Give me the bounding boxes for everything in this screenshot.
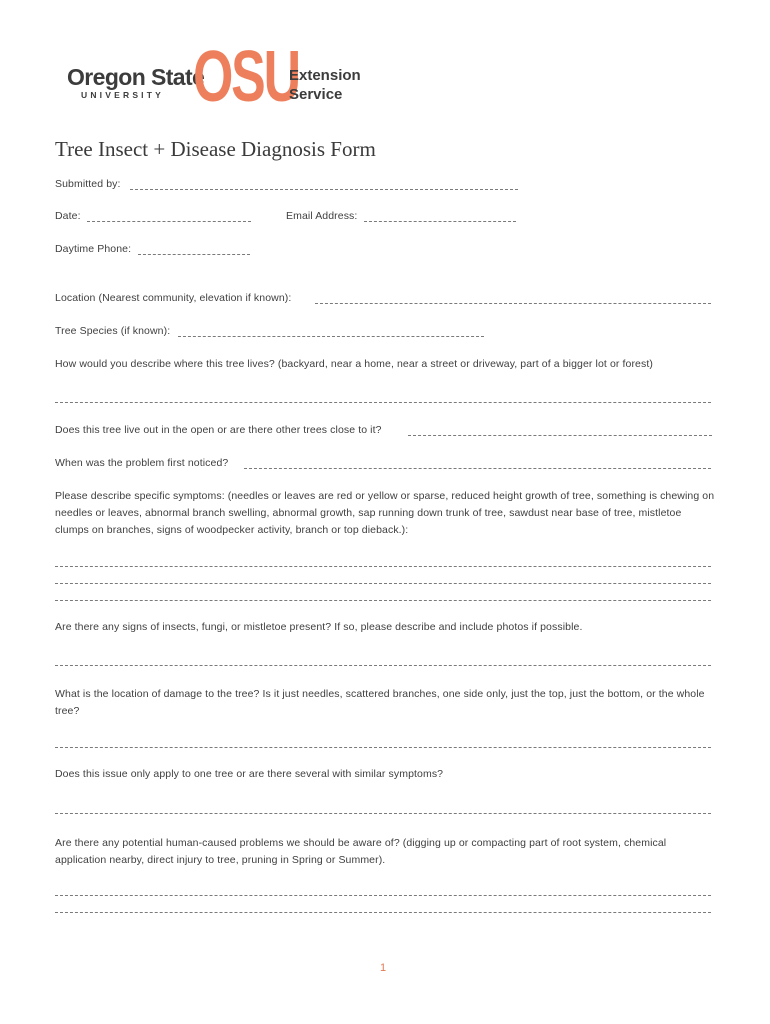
- logo-university-name: Oregon State: [67, 64, 205, 90]
- answer-line[interactable]: [55, 583, 711, 584]
- form-title: Tree Insect + Disease Diagnosis Form: [55, 137, 376, 161]
- question-one-or-several-trees: Does this issue only apply to one tree or are there several with similar symptoms?: [55, 768, 444, 780]
- location-field[interactable]: [315, 303, 711, 304]
- question-location-of-damage: What is the location of damage to the tree? Is it just needles, scattered branches, one side only, just the top, just the bottom, or the whole tree?: [55, 688, 705, 717]
- email-label: Email Address:: [286, 210, 358, 222]
- logo-university-subtitle: UNIVERSITY: [81, 90, 165, 100]
- answer-line[interactable]: [55, 895, 711, 896]
- question-specific-symptoms: Please describe specific symptoms: (needles or leaves are red or yellow or sparse, reduced height growth of tree, something is chewing on needles or leaves, abnormal branch swelling, abnormal growth, sap running down trunk of tree, sawdust near base of tree, mistletoe clumps on branches, signs of woodpecker activity, branch or top dieback.):: [55, 490, 715, 536]
- species-label: Tree Species (if known):: [55, 325, 171, 337]
- phone-label: Daytime Phone:: [55, 243, 132, 255]
- answer-line[interactable]: [55, 665, 711, 666]
- question-signs-of-insects: Are there any signs of insects, fungi, or mistletoe present? If so, please describe and include photos if possible.: [55, 621, 583, 633]
- logo-unit-line1: Extension: [289, 67, 361, 84]
- submitted-by-label: Submitted by:: [55, 178, 121, 190]
- location-label: Location (Nearest community, elevation if known):: [55, 292, 292, 304]
- submitted-by-field[interactable]: [130, 189, 518, 190]
- page-number: 1: [380, 962, 387, 974]
- answer-line[interactable]: [244, 468, 711, 469]
- email-field[interactable]: [364, 221, 516, 222]
- logo-unit-name: [289, 66, 361, 104]
- logo-osu-mark: OSU: [193, 37, 299, 117]
- answer-line[interactable]: [408, 435, 712, 436]
- answer-line[interactable]: [55, 402, 711, 403]
- question-problem-first-noticed: When was the problem first noticed?: [55, 457, 229, 469]
- species-field[interactable]: [178, 336, 484, 337]
- question-human-caused-problems: Are there any potential human-caused problems we should be aware of? (digging up or compacting part of root system, chemical application nearby, direct injury to tree, pruning in Spring or Summer).: [55, 837, 667, 866]
- phone-field[interactable]: [138, 254, 250, 255]
- question-open-or-trees-close: Does this tree live out in the open or are there other trees close to it?: [55, 424, 382, 436]
- date-label: Date:: [55, 210, 81, 222]
- date-field[interactable]: [87, 221, 251, 222]
- answer-line[interactable]: [55, 912, 711, 913]
- question-where-tree-lives: How would you describe where this tree lives? (backyard, near a home, near a street or driveway, part of a bigger lot or forest): [55, 358, 653, 370]
- answer-line[interactable]: [55, 813, 711, 814]
- logo-unit-line2: Service: [289, 86, 343, 103]
- answer-line[interactable]: [55, 600, 711, 601]
- answer-line[interactable]: [55, 747, 711, 748]
- answer-line[interactable]: [55, 566, 711, 567]
